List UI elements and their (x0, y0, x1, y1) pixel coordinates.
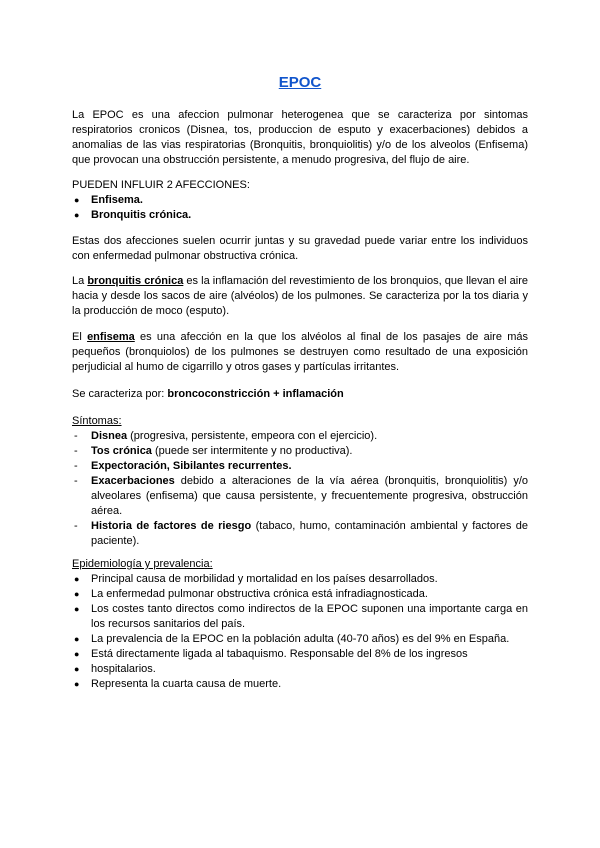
enfisema-term: enfisema (87, 331, 135, 343)
list-item: ● Los costes tanto directos como indirectos de la EPOC suponen una importante carga en los recursos sanitarios del país. (72, 602, 528, 632)
caracteriza-paragraph (72, 387, 528, 402)
symptom-detail: (progresiva, persistente, empeora con el ejercicio). (127, 430, 378, 442)
list-item: ● Está directamente ligada al tabaquismo. Responsable del 8% de los ingresos (72, 647, 528, 662)
symptom-name: Expectoración, Sibilantes recurrentes. (91, 460, 292, 472)
list-item: ● Principal causa de morbilidad y mortalidad en los países desarrollados. (72, 572, 528, 587)
epidemiologia-section (72, 557, 528, 692)
list-item (72, 429, 528, 444)
symptom-name: Tos crónica (91, 445, 152, 457)
bronquitis-rest: es la inflamación del revestimiento de los bronquios, que llevan el aire hacia y desde los sacos de aire (alvéolos) de los pulmones. Se caracteriza por la tos diaria y la producción de moco (esputo). (72, 275, 528, 317)
list-item: ● Bronquitis crónica. (72, 208, 528, 223)
sintomas-section (72, 414, 528, 549)
list-item: ● Enfisema. (72, 193, 528, 208)
symptom-detail: (puede ser intermitente y no productiva). (151, 445, 353, 457)
sintomas-heading: Síntomas: (72, 415, 122, 427)
bronquitis-term: bronquitis crónica (87, 275, 184, 287)
intro-paragraph: La EPOC es una afeccion pulmonar heterogenea que se caracteriza por sintomas respiratorios cronicos (Disnea, tos, produccion de esputo y exacerbaciones) debidos a anomalias de las vias respiratorias (Bronquitis, bronquiolitis) y/o de los alveolos (Enfisema) que provocan una obstrucción persistente, a menudo progresiva, del flujo de aire. (72, 109, 528, 166)
bronquitis-paragraph (72, 274, 528, 319)
enfisema-rest: es una afección en la que los alvéolos al final de los pasajes de aire más pequeños (bronquiolos) de los pulmones se destruyen como resultado de una exposición perjudicial al humo de cigarrillo y otros gases y partículas irritantes. (72, 331, 528, 373)
enfisema-paragraph (72, 330, 528, 375)
list-item (72, 474, 528, 519)
list-item: ● La prevalencia de la EPOC en la población adulta (40-70 años) es del 9% en España. (72, 632, 528, 647)
symptom-detail: debido a alteraciones de la vía aérea (bronquitis, bronquiolitis) y/o alveolares (enfisema) que causa persistente, y frecuentemente progresiva, obstrucción aérea. (91, 475, 528, 517)
bronquitis-pre: La (72, 275, 88, 287)
symptom-name: Exacerbaciones (91, 475, 175, 487)
epidemiologia-list (72, 572, 528, 692)
influir-section (72, 178, 528, 223)
list-item: ● hospitalarios. (72, 662, 528, 677)
document-title: EPOC (278, 74, 322, 91)
list-item: ● La enfermedad pulmonar obstructiva crónica está infradiagnosticada. (72, 587, 528, 602)
list-item: ● Representa la cuarta causa de muerte. (72, 677, 528, 692)
influir-heading: PUEDEN INFLUIR 2 AFECCIONES: (72, 179, 250, 191)
enfisema-pre: El (72, 331, 88, 343)
influir-list (72, 193, 528, 223)
symptom-detail: (tabaco, humo, contaminación ambiental y factores de paciente). (91, 520, 528, 547)
caracteriza-pre: Se caracteriza por: (72, 388, 168, 400)
list-item (72, 519, 528, 549)
symptom-name: Disnea (91, 430, 128, 442)
epidemiologia-heading: Epidemiología y prevalencia: (72, 558, 213, 570)
list-item (72, 459, 528, 474)
juntas-paragraph: Estas dos afecciones suelen ocurrir juntas y su gravedad puede variar entre los individuos con enfermedad pulmonar obstructiva crónica. (72, 235, 528, 262)
caracteriza-bold: broncoconstricción + inflamación (167, 388, 344, 400)
list-item (72, 444, 528, 459)
symptom-name: Historia de factores de riesgo (91, 520, 252, 532)
sintomas-list (72, 429, 528, 549)
